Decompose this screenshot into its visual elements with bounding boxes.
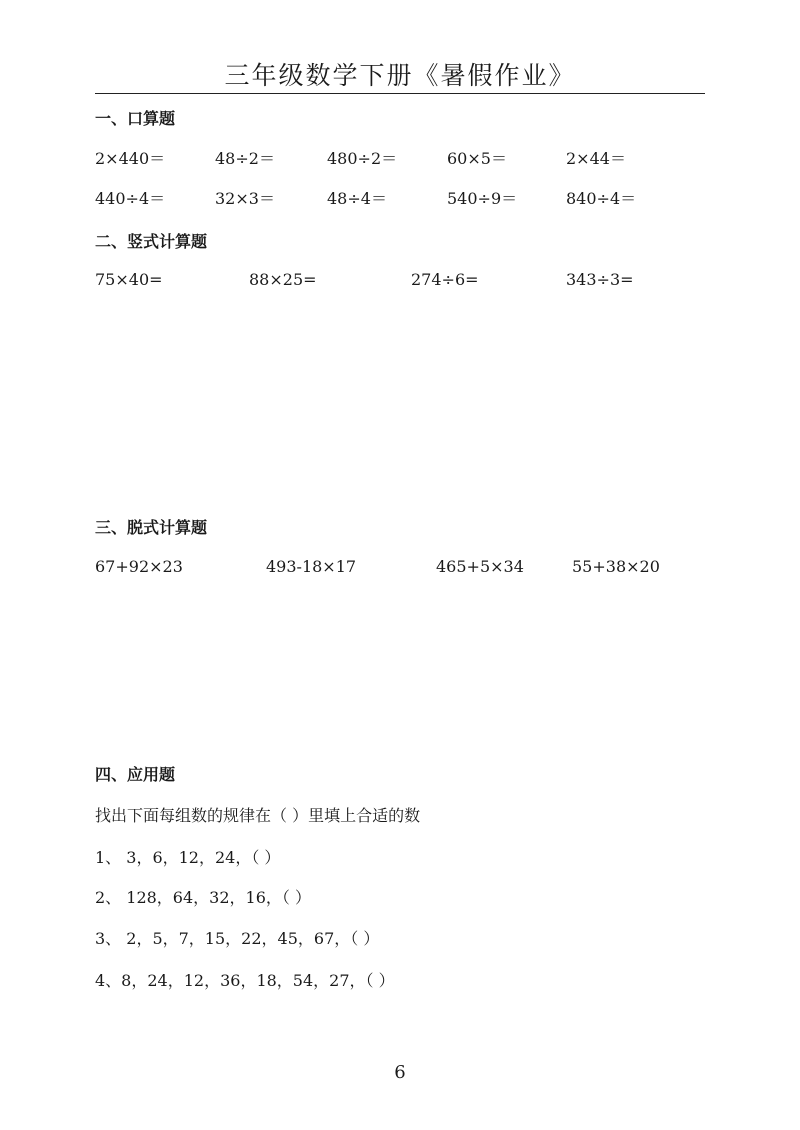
oral-problem: 2×44＝ xyxy=(566,149,626,168)
vertical-problem: 75×40= xyxy=(95,270,163,289)
vertical-problem: 343÷3= xyxy=(566,270,634,289)
section-step-heading: 三、脱式计算题 xyxy=(95,518,208,537)
title-divider xyxy=(95,93,705,94)
vertical-problem: 274÷6= xyxy=(411,270,479,289)
section-applied-heading: 四、应用题 xyxy=(95,765,176,784)
oral-problem: 2×440＝ xyxy=(95,149,166,168)
applied-question: 3、 2，5，7，15，22，45，67，（ ） xyxy=(95,929,380,948)
vertical-problem: 88×25= xyxy=(249,270,317,289)
step-problem: 493-18×17 xyxy=(266,557,357,576)
oral-problem: 480÷2＝ xyxy=(327,149,398,168)
applied-question: 2、 128，64，32，16，（ ） xyxy=(95,888,311,907)
step-problem: 67+92×23 xyxy=(95,557,183,576)
step-row xyxy=(0,557,800,581)
section-vertical-heading: 二、竖式计算题 xyxy=(95,232,208,251)
oral-problem: 60×5＝ xyxy=(447,149,507,168)
oral-problem: 440÷4＝ xyxy=(95,189,166,208)
oral-problem: 32×3＝ xyxy=(215,189,275,208)
oral-problem: 540÷9＝ xyxy=(447,189,518,208)
oral-row-1 xyxy=(0,146,800,170)
oral-problem: 840÷4＝ xyxy=(566,189,637,208)
page-title: 三年级数学下册《暑假作业》 xyxy=(224,61,576,90)
oral-row-2 xyxy=(0,186,800,210)
applied-question: 1、 3，6，12，24，（ ） xyxy=(95,848,281,867)
oral-problem: 48÷4＝ xyxy=(327,189,387,208)
step-problem: 55+38×20 xyxy=(572,557,660,576)
applied-instruction: 找出下面每组数的规律在（ ）里填上合适的数 xyxy=(95,806,421,825)
oral-problem: 48÷2＝ xyxy=(215,149,275,168)
page-number: 6 xyxy=(394,1062,406,1083)
applied-question: 4、8，24，12，36，18，54，27，（ ） xyxy=(95,971,395,990)
section-oral-heading: 一、口算题 xyxy=(95,109,176,128)
vertical-row xyxy=(0,270,800,294)
step-problem: 465+5×34 xyxy=(436,557,524,576)
